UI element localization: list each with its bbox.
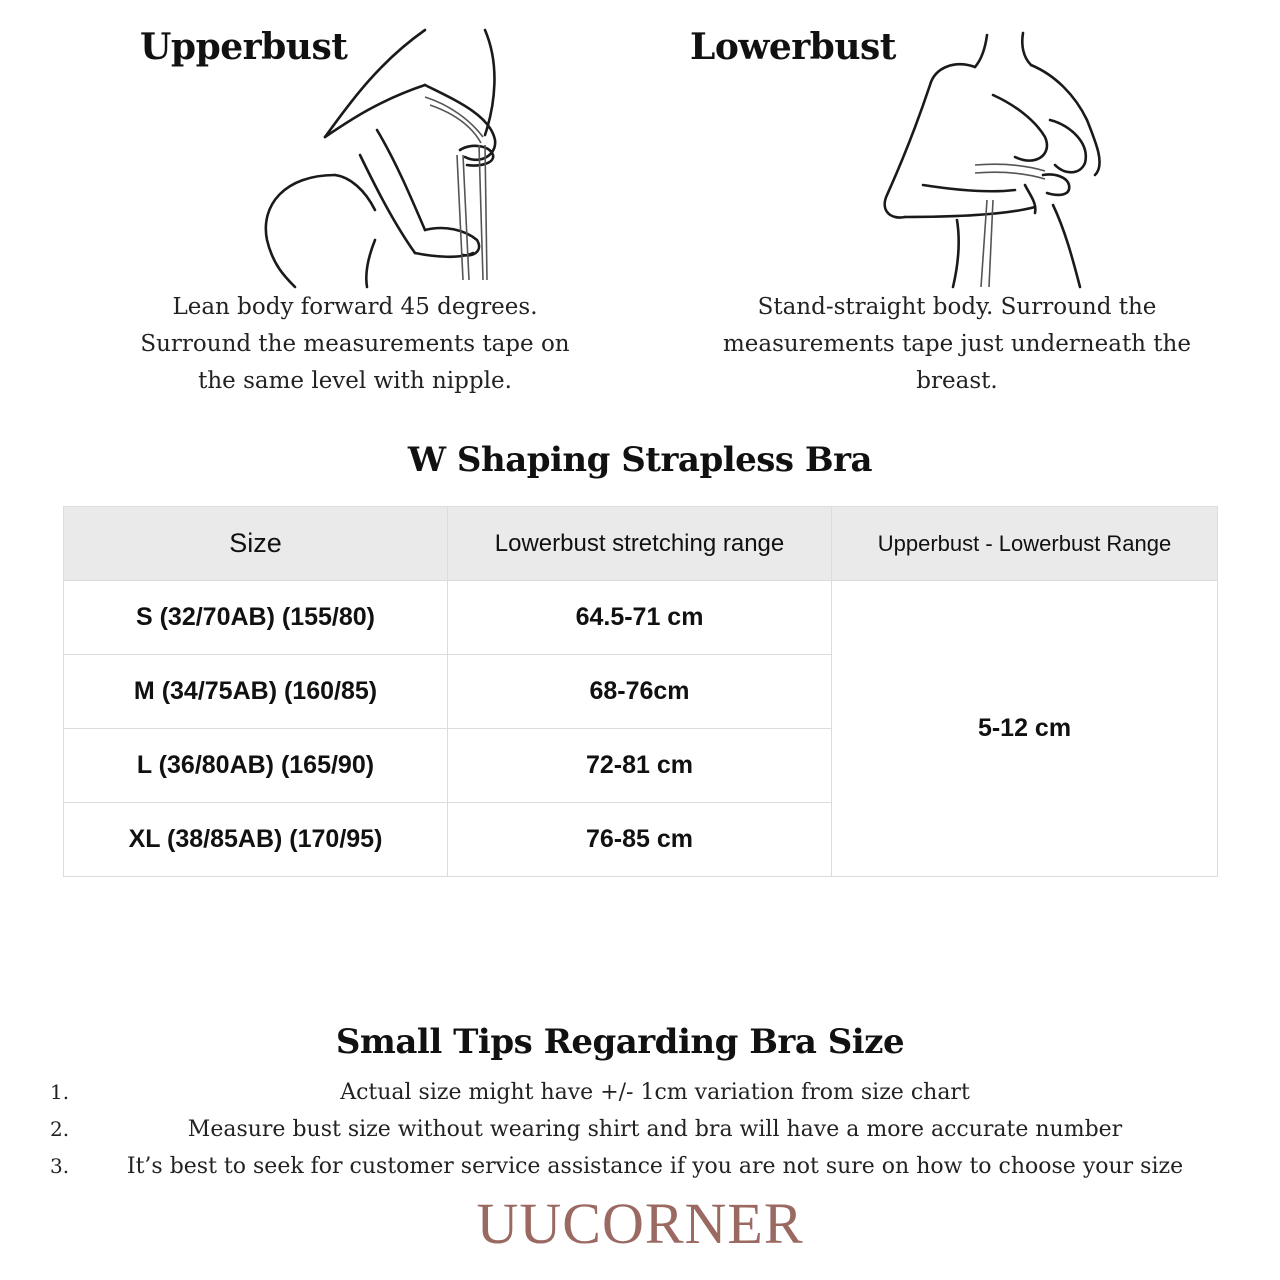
tip-number: 3.	[50, 1154, 70, 1178]
tips-title: Small Tips Regarding Bra Size	[335, 1022, 905, 1062]
upperbust-illustration	[255, 25, 515, 290]
tip-item	[50, 1074, 1230, 1111]
size-cell: XL (38/85AB) (170/95)	[64, 803, 448, 877]
upperbust-line: Lean body forward 45 degrees.	[172, 294, 538, 320]
upperbust-title: Upperbust	[140, 26, 348, 68]
header-upper-lower-range: Upperbust - Lowerbust Range	[832, 507, 1218, 581]
table-header-row	[64, 507, 1218, 581]
range-cell: 72-81 cm	[448, 729, 832, 803]
size-cell: M (34/75AB) (160/85)	[64, 655, 448, 729]
tip-number: 2.	[50, 1117, 70, 1141]
lowerbust-illustration	[875, 25, 1115, 290]
lowerbust-line: breast.	[916, 368, 998, 394]
tip-item	[50, 1111, 1230, 1148]
size-cell: L (36/80AB) (165/90)	[64, 729, 448, 803]
upper-lower-range-cell: 5-12 cm	[832, 581, 1218, 877]
brand-logo: UUCORNER	[476, 1191, 804, 1256]
header-size: Size	[64, 507, 448, 581]
upperbust-line: Surround the measurements tape on	[140, 331, 570, 357]
range-cell: 64.5-71 cm	[448, 581, 832, 655]
tip-text: It’s best to seek for customer service assistance if you are not sure on how to choose your size	[126, 1154, 1184, 1179]
tip-number: 1.	[50, 1080, 70, 1104]
lowerbust-line: Stand-straight body. Surround the	[757, 294, 1157, 320]
size-cell: S (32/70AB) (155/80)	[64, 581, 448, 655]
tip-text: Measure bust size without wearing shirt and bra will have a more accurate number	[187, 1117, 1123, 1142]
lowerbust-line: measurements tape just underneath the	[723, 331, 1191, 357]
range-cell: 68-76cm	[448, 655, 832, 729]
tip-item	[50, 1148, 1230, 1185]
lowerbust-title: Lowerbust	[690, 26, 896, 68]
upperbust-line: the same level with nipple.	[198, 368, 512, 394]
lowerbust-description	[700, 289, 1214, 400]
header-lowerbust-range: Lowerbust stretching range	[448, 507, 832, 581]
table-row	[64, 581, 1218, 655]
table-title: W Shaping Strapless Bra	[407, 440, 873, 480]
upperbust-description	[95, 289, 615, 400]
tip-text: Actual size might have +/- 1cm variation from size chart	[340, 1080, 970, 1105]
size-chart-table	[63, 506, 1218, 877]
range-cell: 76-85 cm	[448, 803, 832, 877]
